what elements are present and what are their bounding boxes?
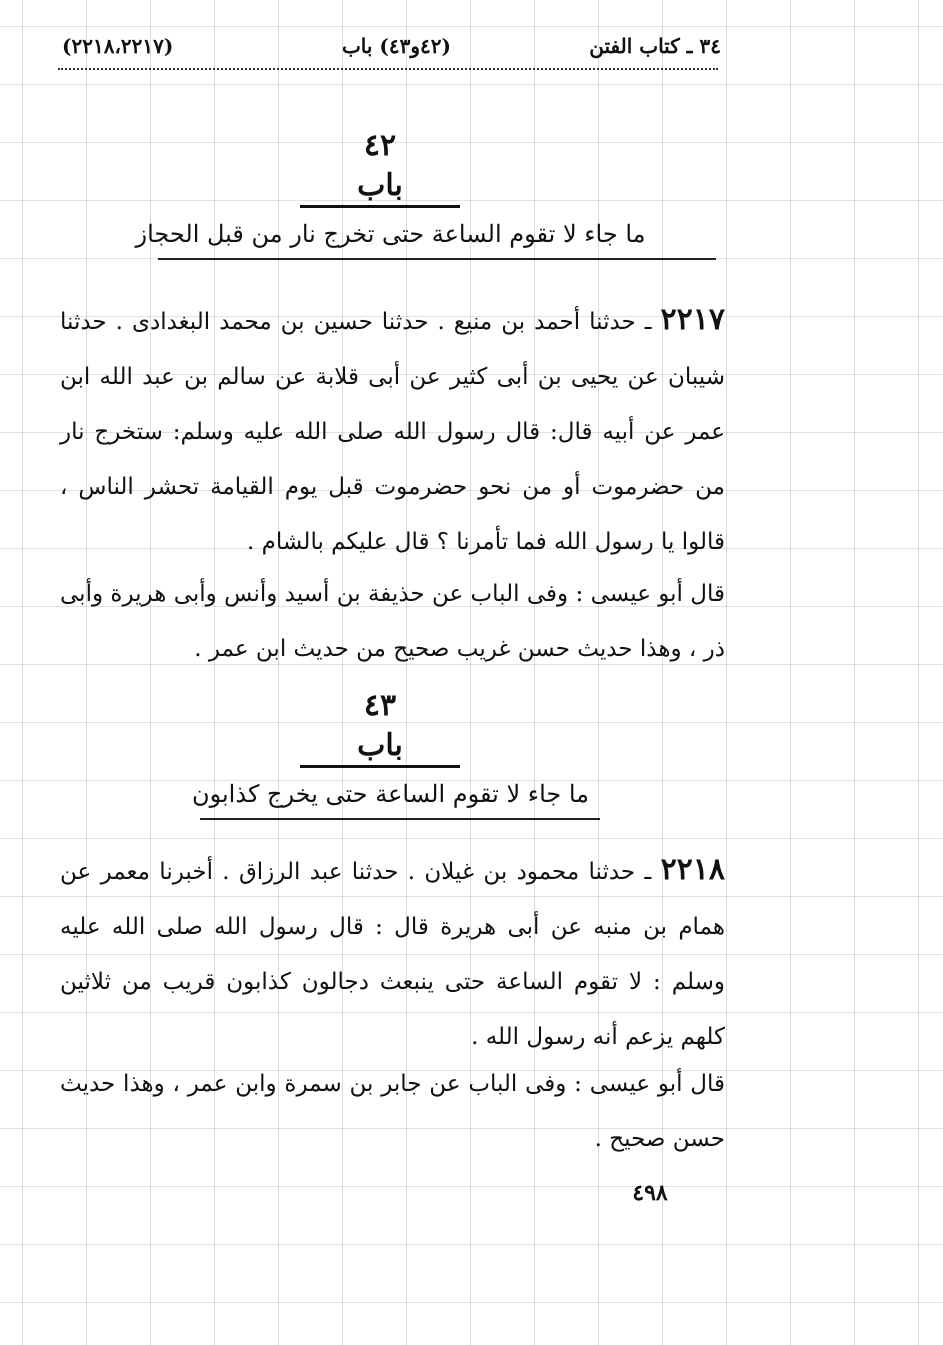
hadith-text: ـ حدثنا محمود بن غيلان . حدثنا عبد الرزاق . أخبرنا معمر عن همام بن منبه عن أبى هريرة قال : قال رسول الله صلى الله عليه وسلم : لا تقوم الساعة حتى ينبعث دجالون كذابون قريب من ثلاثين كلهم يزعم أنه رسول الله . — [60, 859, 725, 1050]
hadith-number: ٢٢١٧ — [660, 302, 725, 337]
chapter-title-43: ما جاء لا تقوم الساعة حتى يخرج كذابون — [191, 780, 590, 808]
header-book-title: ٣٤ ـ كتاب الفتن — [589, 34, 721, 58]
heading-ornament-line — [300, 765, 460, 768]
header-hadith-range: (٢٢١٨،٢٢١٧) — [62, 34, 174, 58]
chapter-heading-42: باب — [357, 168, 403, 203]
chapter-title-42: ما جاء لا تقوم الساعة حتى تخرج نار من قبل الحجاز — [135, 220, 646, 248]
hadith-2218 — [60, 842, 725, 1065]
title-underline — [158, 258, 716, 260]
header-chapter-range: (٤٢و٤٣) باب — [341, 34, 451, 58]
commentary-43: قال أبو عيسى : وفى الباب عن جابر بن سمرة وابن عمر ، وهذا حديث حسن صحيح . — [60, 1071, 725, 1152]
commentary-42: قال أبو عيسى : وفى الباب عن حذيفة بن أسيد وأنس وأبى هريرة وأبى ذر ، وهذا حديث حسن غريب صحيح من حديث ابن عمر . — [60, 581, 725, 662]
running-header — [62, 28, 721, 68]
hadith-text: ـ حدثنا أحمد بن منيع . حدثنا حسين بن محمد البغدادى . حدثنا شيبان عن يحيى بن أبى كثير عن أبى قلابة عن سالم بن عبد الله ابن عمر عن أبيه قال: قال رسول الله صلى الله عليه وسلم: ستخرج نار من حضرموت أو من نحو حضرموت قبل يوم القيامة تحشر الناس ، قالوا يا رسول الله فما تأمرنا ؟ قال عليكم بالشام . — [60, 309, 725, 555]
chapter-heading-43: باب — [357, 728, 403, 763]
header-divider — [58, 68, 718, 70]
heading-ornament-line — [300, 205, 460, 208]
chapter-number-43: ٤٣ — [363, 688, 397, 723]
hadith-number: ٢٢١٨ — [660, 852, 726, 887]
hadith-2217 — [60, 292, 725, 570]
title-underline — [200, 818, 600, 820]
page-number: ٤٩٨ — [632, 1180, 668, 1206]
chapter-number-42: ٤٢ — [363, 128, 397, 163]
